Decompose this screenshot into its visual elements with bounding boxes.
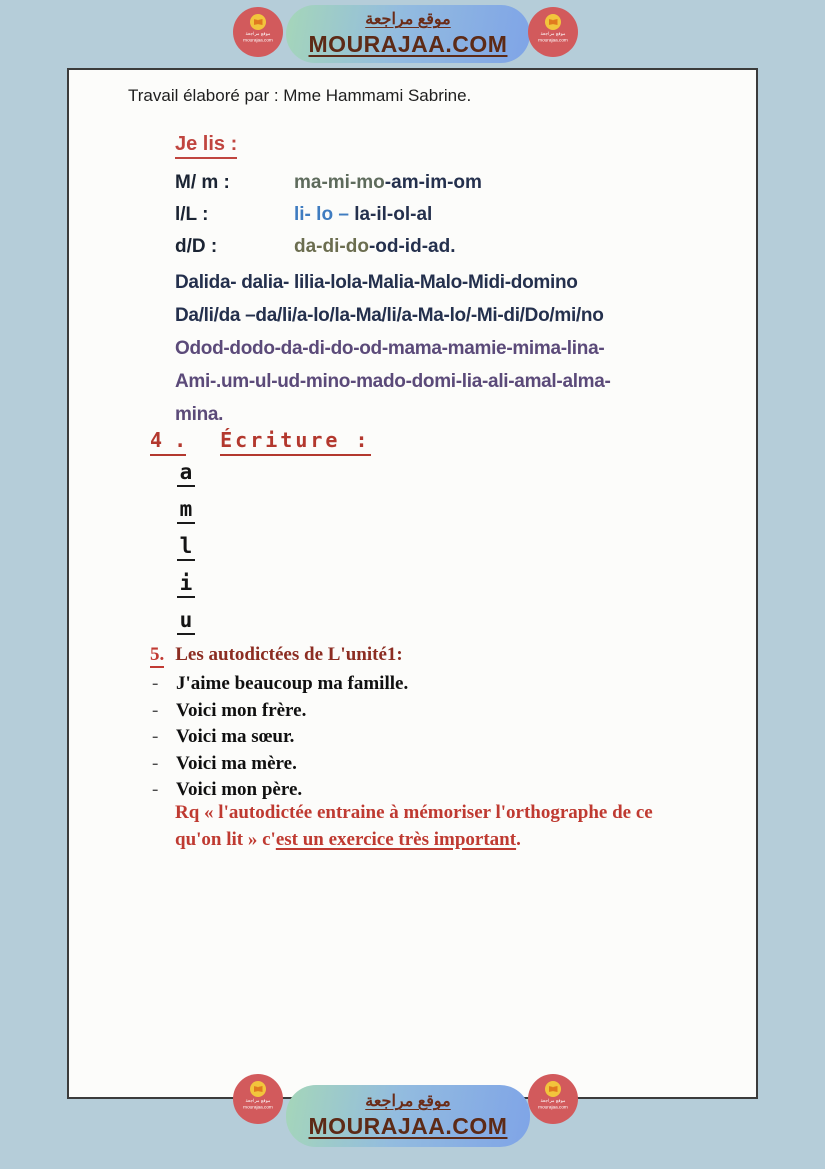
footer-banner (286, 1085, 530, 1147)
reading-row-part: da-di-do (294, 236, 369, 257)
reading-line: Dalida- dalia- lilia-lola-Malia-Malo-Midi-domino (175, 272, 578, 293)
mourajaa-logo-badge (528, 7, 578, 57)
badge-site-text: mourajaa.com (243, 37, 273, 43)
reading-row-label: d/D : (175, 236, 218, 257)
autodictee-text: Voici mon frère. (176, 699, 307, 721)
autodictee-item (152, 724, 408, 751)
ecriture-letter-row (177, 571, 195, 608)
reading-row-part: ma-mi-mo (294, 172, 385, 193)
badge-caption (538, 1099, 568, 1111)
ecriture-letter-row (177, 534, 195, 571)
reading-row (175, 199, 482, 231)
ecriture-heading (150, 428, 371, 452)
ecriture-letter-row (177, 608, 195, 645)
bullet-dash: - (152, 779, 159, 800)
reading-line: Odod-dodo-da-di-do-od-mama-mamie-mima-lina- (175, 338, 605, 359)
banner-arabic-title: موقع مراجعة (365, 1093, 451, 1111)
autodictee-text: Voici ma mère. (176, 752, 297, 774)
book-icon (250, 1081, 266, 1097)
remark-underlined-phrase: est un exercice très important (275, 828, 517, 850)
badge-arabic-text: موقع مراجعة (540, 1099, 566, 1104)
ecriture-letter: u (177, 608, 195, 635)
reading-row-label: l/L : (175, 204, 209, 225)
autodictees-list (152, 671, 408, 804)
banner-arabic-title: موقع مراجعة (365, 11, 451, 29)
mourajaa-logo-badge (233, 1074, 283, 1124)
badge-arabic-text: موقع مراجعة (245, 1099, 271, 1104)
reading-line: Da/li/da –da/li/a-lo/la-Ma/li/a-Ma-lo/-Mi-di/Do/mi/no (175, 305, 604, 326)
ecriture-letter: i (177, 571, 195, 598)
autodictee-item (152, 698, 408, 725)
autodictee-item (152, 671, 408, 698)
autodictee-text: Voici ma sœur. (176, 726, 295, 747)
reading-row-part: li- lo – (294, 204, 355, 225)
reading-row-label: M/ m : (175, 172, 230, 193)
ecriture-letter-list (177, 460, 195, 645)
bullet-dash: - (152, 699, 159, 721)
reading-syllable-rows (175, 167, 482, 263)
badge-caption (243, 1099, 273, 1111)
reading-line: mina. (175, 404, 224, 425)
book-icon (250, 14, 266, 30)
header-banner (286, 5, 530, 63)
book-icon (545, 14, 561, 30)
ecriture-letter: l (177, 534, 195, 561)
section-title: Écriture : (220, 428, 370, 456)
section-number: 5. (150, 644, 164, 668)
badge-site-text: mourajaa.com (243, 1104, 273, 1110)
book-icon (545, 1081, 561, 1097)
reading-word-lines (175, 266, 611, 431)
banner-site-link[interactable]: MOURAJAA.COM (308, 1113, 508, 1140)
autodictee-item (152, 751, 408, 778)
badge-arabic-text: موقع مراجعة (245, 32, 271, 37)
badge-caption (243, 32, 273, 44)
reading-row-part: -am-im-om (384, 172, 482, 193)
reading-heading: Je lis : (175, 133, 237, 159)
mourajaa-logo-badge (233, 7, 283, 57)
autodictee-text: Voici mon père. (176, 779, 303, 800)
bullet-dash: - (152, 726, 159, 747)
reading-row (175, 167, 482, 199)
remark-line1: Rq « l'autodictée entraine à mémoriser l'orthographe de ce (175, 802, 653, 823)
bullet-dash: - (152, 673, 159, 694)
reading-row (175, 231, 482, 263)
badge-site-text: mourajaa.com (538, 37, 568, 43)
ecriture-letter-row (177, 460, 195, 497)
autodictees-heading (150, 644, 403, 666)
mourajaa-logo-badge (528, 1074, 578, 1124)
ecriture-letter: a (177, 460, 195, 487)
ecriture-letter: m (177, 497, 195, 524)
banner-site-link[interactable]: MOURAJAA.COM (308, 31, 508, 58)
remark-note (175, 800, 690, 853)
section-number: 4 . (150, 428, 186, 456)
document-page (67, 68, 758, 1099)
ecriture-letter-row (177, 497, 195, 534)
bullet-dash: - (152, 752, 159, 774)
remark-line2: qu'on lit » c'est un exercice très important. (175, 828, 521, 850)
badge-caption (538, 32, 568, 44)
reading-row-part: la-il-ol-al (354, 204, 433, 225)
badge-site-text: mourajaa.com (538, 1104, 568, 1110)
reading-row-part: -od-id-ad. (368, 236, 456, 257)
reading-line: Ami-.um-ul-ud-mino-mado-domi-lia-ali-amal-alma- (175, 371, 611, 392)
section-title: Les autodictées de L'unité1: (175, 644, 403, 665)
autodictee-text: J'aime beaucoup ma famille. (176, 673, 409, 694)
badge-arabic-text: موقع مراجعة (540, 32, 566, 37)
author-line: Travail élaboré par : Mme Hammami Sabrine. (128, 86, 472, 105)
